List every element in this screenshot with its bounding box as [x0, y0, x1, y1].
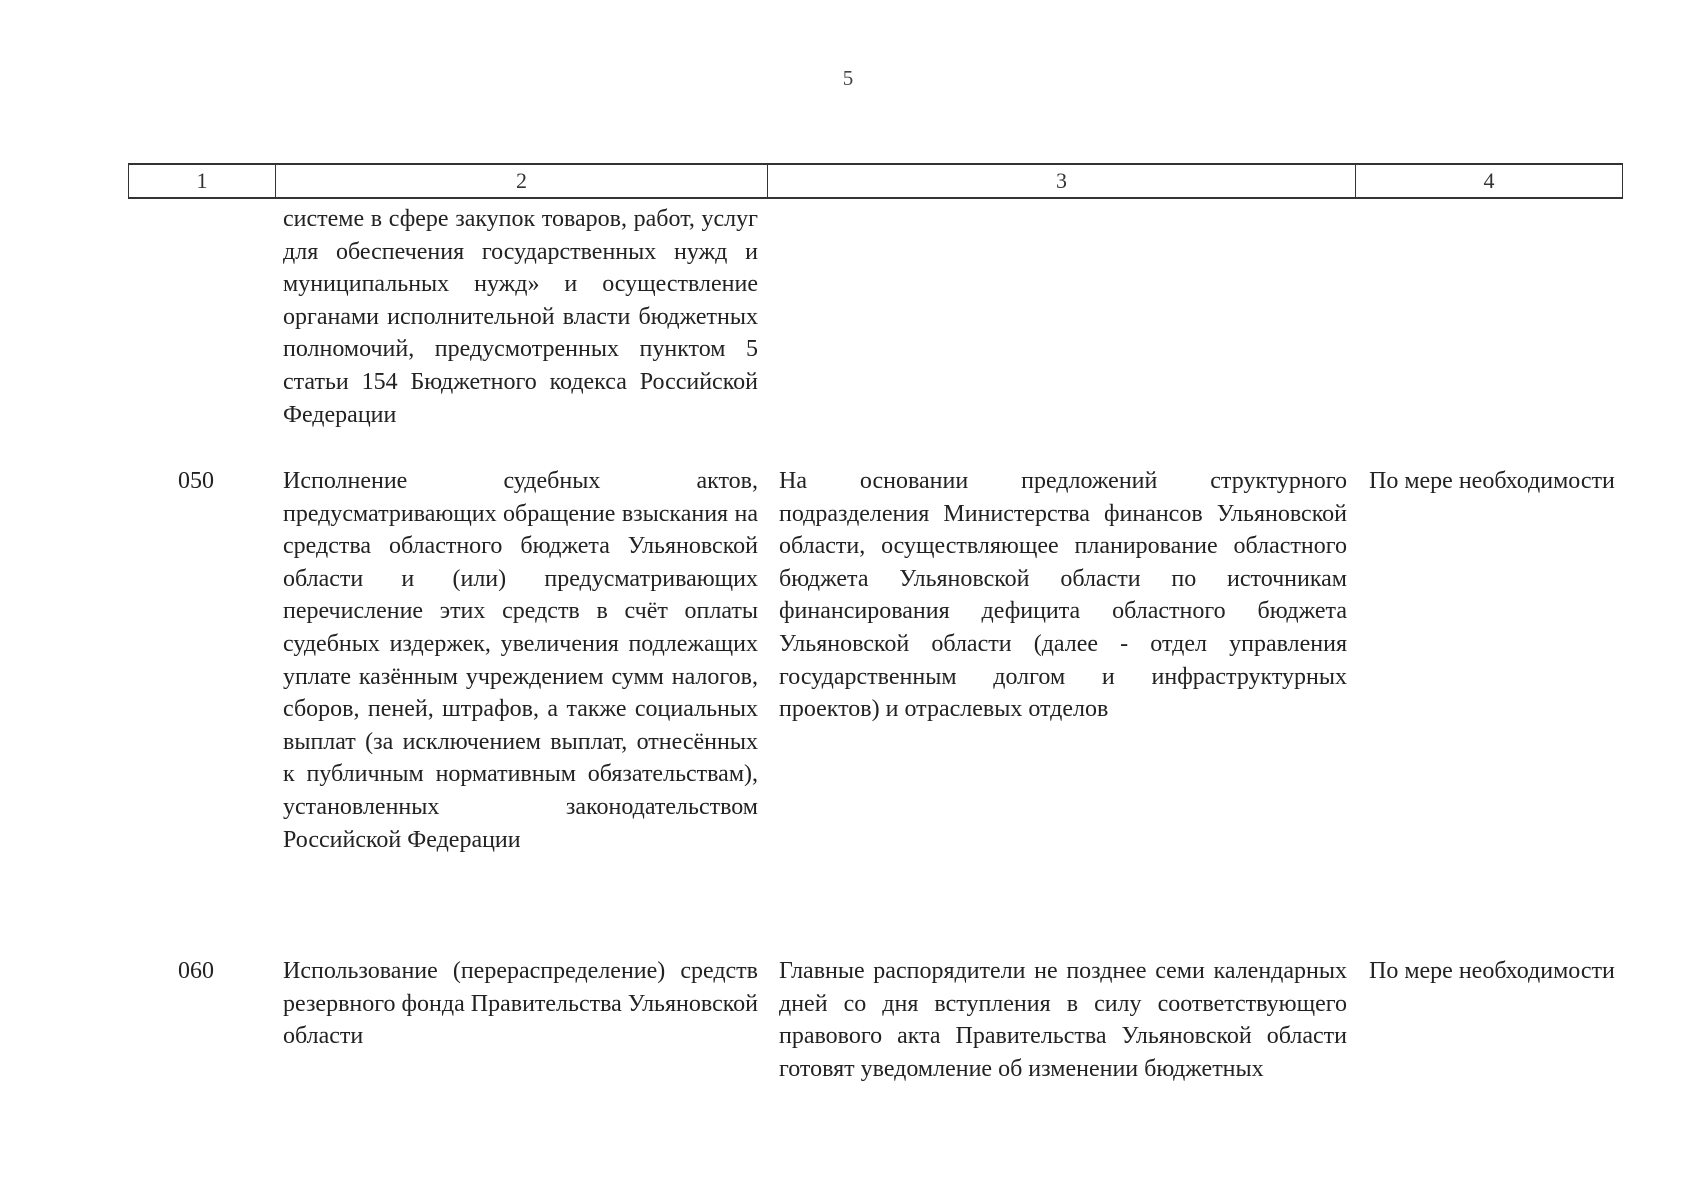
- row-050-term: По мере необходимости: [1369, 468, 1615, 494]
- row-050-code: 050: [178, 468, 214, 494]
- row-060-term: По мере необходимости: [1369, 958, 1615, 984]
- row-060-code: 060: [178, 958, 214, 984]
- row-050-basis: На основании предложений структурного подразделения Министерства финансов Ульяновской области, осуществляющее планирование областного бюджета Ульяновской области по источникам финансирования дефицита областного бюджета Ульяновской области (далее - отдел управления государственным долгом и инфраструктурных проектов) и отраслевых отделов: [779, 468, 1347, 723]
- row-050-description: Исполнение судебных актов, предусматривающих обращение взыскания на средства областного бюджета Ульяновской области и (или) предусматривающих перечисление этих средств в счёт оплаты судебных издержек, увеличения подлежащих уплате казённым учреждением сумм налогов, сборов, пеней, штрафов, а также социальных выплат (за исключением выплат, отнесённых к публичным нормативным обязательствам), установленных законодательством Российской Федерации: [283, 468, 758, 853]
- header-col-4: 4: [1355, 165, 1623, 197]
- table-header-row: [128, 163, 1623, 199]
- continuation-description: системе в сфере закупок товаров, работ, услуг для обеспечения государственных нужд и муниципальных нужд» и осуществление органами исполнительной власти бюджетных полномочий, предусмотренных пунктом 5 статьи 154 Бюджетного кодекса Российской Федерации: [283, 206, 758, 428]
- header-col-3: 3: [767, 165, 1355, 197]
- row-060-description: Использование (перераспределение) средств резервного фонда Правительства Ульяновской области: [283, 958, 759, 1050]
- header-col-1: 1: [128, 165, 275, 197]
- page-number: 5: [842, 66, 854, 90]
- header-col-2: 2: [275, 165, 767, 197]
- row-060-basis: Главные распорядители не позднее семи календарных дней со дня вступления в силу соответствующего правового акта Правительства Ульяновской области готовят уведомление об изменении бюджетных: [779, 958, 1347, 1082]
